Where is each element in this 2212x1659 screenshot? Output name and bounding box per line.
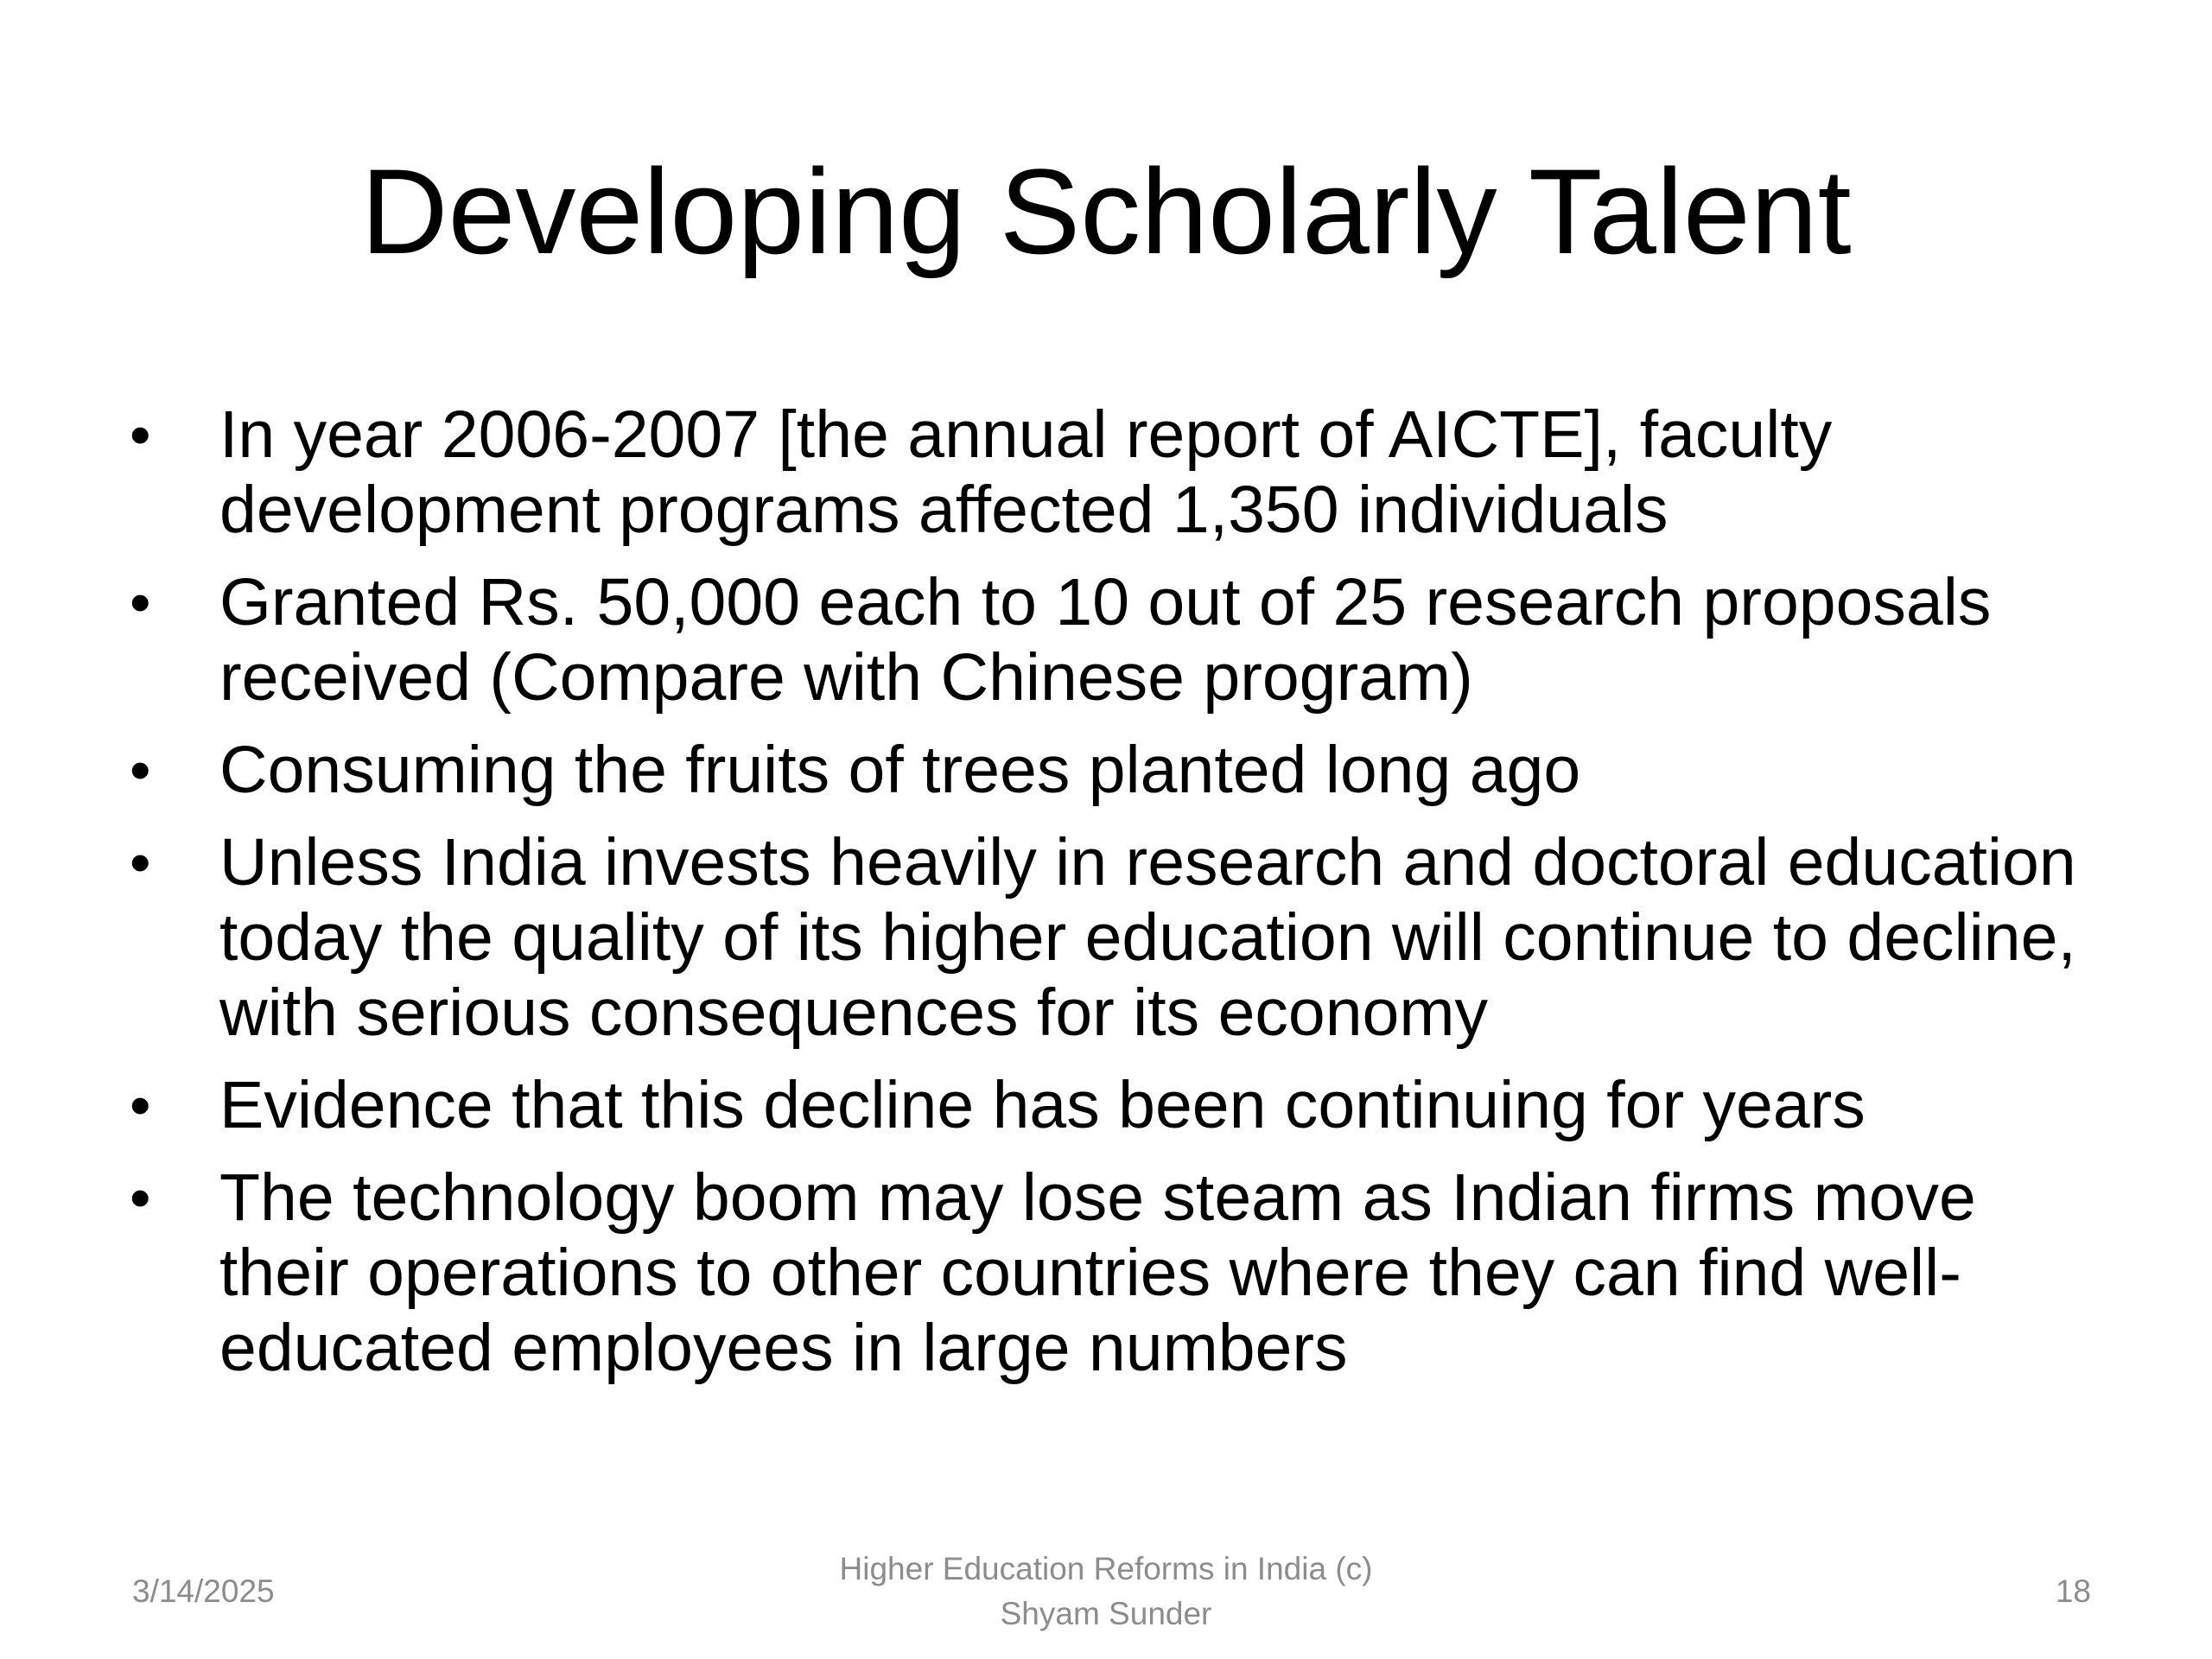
bullet-marker: • xyxy=(130,1071,151,1139)
bullet-list xyxy=(130,397,2117,1403)
bullet-text: The technology boom may lose steam as Indian firms move their operations to other countries where they can find well-educated employees in large numbers xyxy=(219,1160,1976,1385)
bullet-marker: • xyxy=(130,829,151,896)
footer-title-line1: Higher Education Reforms in India (c) xyxy=(839,1551,1373,1586)
bullet-marker: • xyxy=(130,736,151,804)
bullet-item xyxy=(130,565,2117,715)
bullet-text: Evidence that this decline has been continuing for years xyxy=(219,1068,1866,1142)
bullet-text: Consuming the fruits of trees planted long ago xyxy=(219,733,1581,807)
footer-date: 3/14/2025 xyxy=(132,1573,275,1609)
bullet-item xyxy=(130,1160,2117,1386)
bullet-text: In year 2006-2007 [the annual report of AICTE], faculty development programs affected 1,350 individuals xyxy=(219,397,1833,547)
bullet-marker: • xyxy=(130,1164,151,1231)
slide-title: Developing Scholarly Talent xyxy=(360,143,1852,279)
footer-title-line2: Shyam Sunder xyxy=(1000,1596,1212,1631)
bullet-item xyxy=(130,397,2117,548)
bullet-marker: • xyxy=(130,401,151,468)
bullet-text: Granted Rs. 50,000 each to 10 out of 25 research proposals received (Compare with Chinese program) xyxy=(219,565,1992,715)
bullet-item xyxy=(130,1068,2117,1143)
bullet-marker: • xyxy=(130,569,151,636)
page-number: 18 xyxy=(2055,1573,2091,1609)
footer-title xyxy=(674,1547,1538,1637)
bullet-text: Unless India invests heavily in research and doctoral education today the quality of its higher education will continue to decline, with serious consequences for its economy xyxy=(219,825,2076,1050)
bullet-item xyxy=(130,825,2117,1051)
bullet-item xyxy=(130,733,2117,808)
